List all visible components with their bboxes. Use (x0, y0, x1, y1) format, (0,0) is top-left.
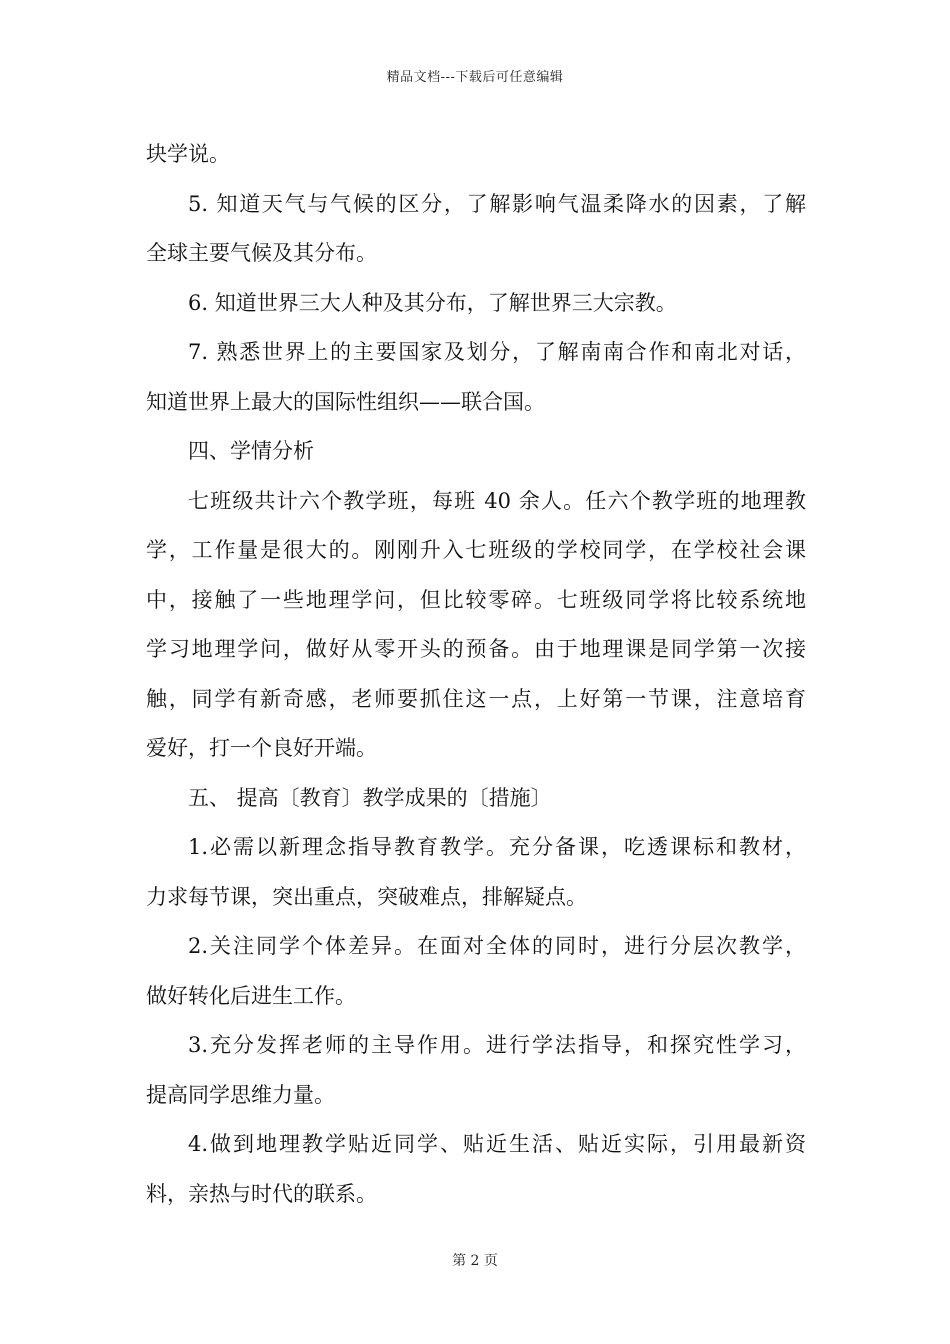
text-line: 爱好，打一个良好开端。 (146, 736, 377, 760)
text-line: 学习地理学问，做好从零开头的预备。由于地理课是同学第一次接 (146, 637, 806, 661)
text-line: 1.必需以新理念指导教育教学。充分备课，吃透课标和教材， (188, 835, 806, 859)
text-line: 七班级共计六个教学班，每班 40 余人。任六个教学班的地理教 (188, 488, 806, 513)
text-line: 力求每节课，突出重点，突破难点，排解疑点。 (146, 884, 587, 909)
text-line: 中，接触了一些地理学问，但比较零碎。七班级同学将比较系统地 (146, 587, 806, 612)
text-line: 7. 熟悉世界上的主要国家及划分，了解南南合作和南北对话， (188, 340, 806, 364)
text-line: 四、学情分析 (188, 439, 314, 463)
text-line: 提高同学思维力量。 (146, 1082, 335, 1107)
page-header: 精品文档---下载后可任意编辑 (386, 70, 564, 85)
text-line: 5. 知道天气与气候的区分，了解影响气温柔降水的因素，了解 (188, 191, 806, 216)
document-body (146, 130, 806, 1219)
text-line: 块学说。 (146, 142, 230, 166)
text-line: 五、 提高〔教育〕教学成果的〔措施〕 (188, 785, 552, 810)
text-line: 4.做到地理教学贴近同学、贴近生活、贴近实际，引用最新资 (188, 1132, 806, 1156)
text-line: 3.充分发挥老师的主导作用。进行学法指导，和探究性学习， (188, 1033, 806, 1057)
text-line: 做好转化后进生工作。 (146, 983, 356, 1008)
text-line: 知道世界上最大的国际性组织——联合国。 (146, 389, 545, 414)
page-number: 第 2 页 (452, 1253, 498, 1269)
text-line: 触，同学有新奇感，老师要抓住这一点，上好第一节课，注意培育 (146, 686, 806, 711)
text-line: 全球主要气候及其分布。 (146, 241, 377, 265)
text-line: 2.关注同学个体差异。在面对全体的同时，进行分层次教学， (188, 934, 806, 958)
text-line: 学，工作量是很大的。刚刚升入七班级的学校同学，在学校社会课 (146, 538, 806, 562)
text-line: 6. 知道世界三大人种及其分布，了解世界三大宗教。 (188, 290, 677, 315)
text-line: 料，亲热与时代的联系。 (146, 1181, 377, 1206)
